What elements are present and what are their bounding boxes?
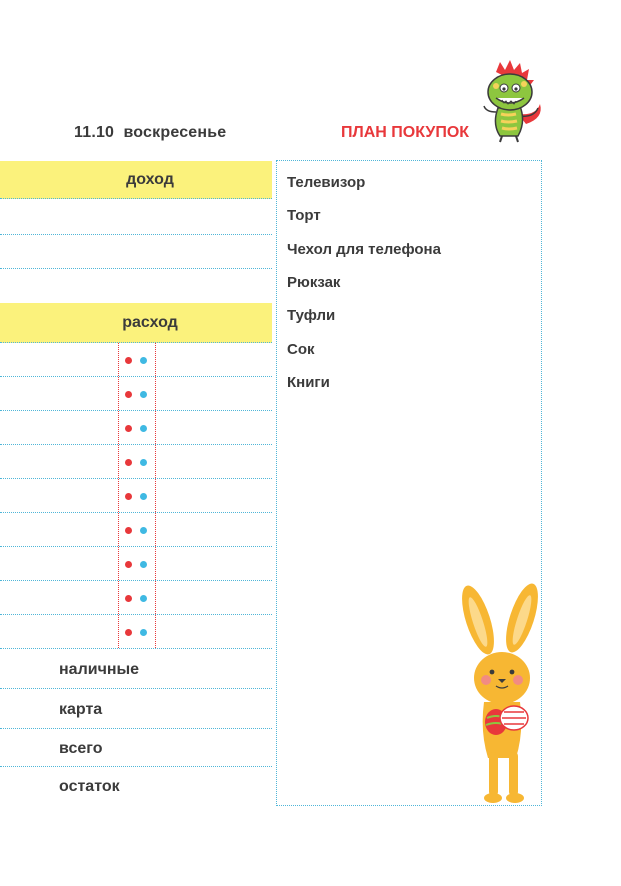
payment-type-cell[interactable] (118, 343, 156, 376)
expense-row[interactable] (0, 377, 272, 411)
income-row[interactable] (0, 235, 272, 269)
grand-total-row[interactable] (0, 729, 272, 767)
spacer-row (0, 269, 272, 303)
card-dot[interactable] (140, 493, 147, 500)
weekday-value: воскресенье (123, 124, 227, 141)
dragon-icon (474, 58, 546, 144)
payment-type-cell[interactable] (118, 445, 156, 478)
list-item: Рюкзак (287, 274, 341, 291)
expense-label: расход (122, 313, 178, 331)
list-item: Торт (287, 207, 321, 224)
bunny-icon (458, 582, 540, 806)
total-label: всего (59, 740, 103, 757)
expense-band (0, 303, 272, 343)
balance-label: остаток (59, 778, 120, 795)
expense-row[interactable] (0, 547, 272, 581)
payment-type-cell[interactable] (118, 615, 156, 648)
card-dot[interactable] (140, 459, 147, 466)
cash-dot[interactable] (125, 561, 132, 568)
card-dot[interactable] (140, 527, 147, 534)
payment-type-cell[interactable] (118, 479, 156, 512)
card-dot[interactable] (140, 629, 147, 636)
expense-row[interactable] (0, 479, 272, 513)
card-dot[interactable] (140, 357, 147, 364)
list-item: Сок (287, 341, 315, 358)
cash-dot[interactable] (125, 629, 132, 636)
payment-type-cell[interactable] (118, 581, 156, 614)
expense-row[interactable] (0, 343, 272, 377)
card-dot[interactable] (140, 561, 147, 568)
cash-dot[interactable] (125, 493, 132, 500)
payment-type-cell[interactable] (118, 411, 156, 444)
cash-dot[interactable] (125, 527, 132, 534)
card-label: карта (59, 701, 103, 718)
list-item: Чехол для телефона (287, 241, 441, 258)
card-dot[interactable] (140, 595, 147, 602)
expense-row[interactable] (0, 513, 272, 547)
cash-dot[interactable] (125, 595, 132, 602)
list-item: Книги (287, 374, 330, 391)
cash-total-row[interactable] (0, 649, 272, 689)
ledger-table (0, 161, 272, 807)
income-label: доход (126, 170, 174, 188)
cash-dot[interactable] (125, 357, 132, 364)
income-band (0, 161, 272, 199)
payment-type-cell[interactable] (118, 377, 156, 410)
expense-row[interactable] (0, 615, 272, 649)
expense-row[interactable] (0, 411, 272, 445)
income-row[interactable] (0, 199, 272, 235)
list-item: Телевизор (287, 174, 366, 191)
expense-row[interactable] (0, 581, 272, 615)
payment-type-cell[interactable] (118, 547, 156, 580)
balance-row[interactable] (0, 767, 272, 807)
shopping-plan-title: ПЛАН ПОКУПОК (341, 124, 470, 141)
cash-dot[interactable] (125, 459, 132, 466)
list-item: Туфли (287, 307, 336, 324)
expense-row[interactable] (0, 445, 272, 479)
cash-label: наличные (59, 661, 140, 678)
cash-dot[interactable] (125, 425, 132, 432)
card-dot[interactable] (140, 391, 147, 398)
date-value: 11.10 (74, 124, 115, 141)
cash-dot[interactable] (125, 391, 132, 398)
card-total-row[interactable] (0, 689, 272, 729)
card-dot[interactable] (140, 425, 147, 432)
date-heading (74, 124, 226, 142)
payment-type-cell[interactable] (118, 513, 156, 546)
